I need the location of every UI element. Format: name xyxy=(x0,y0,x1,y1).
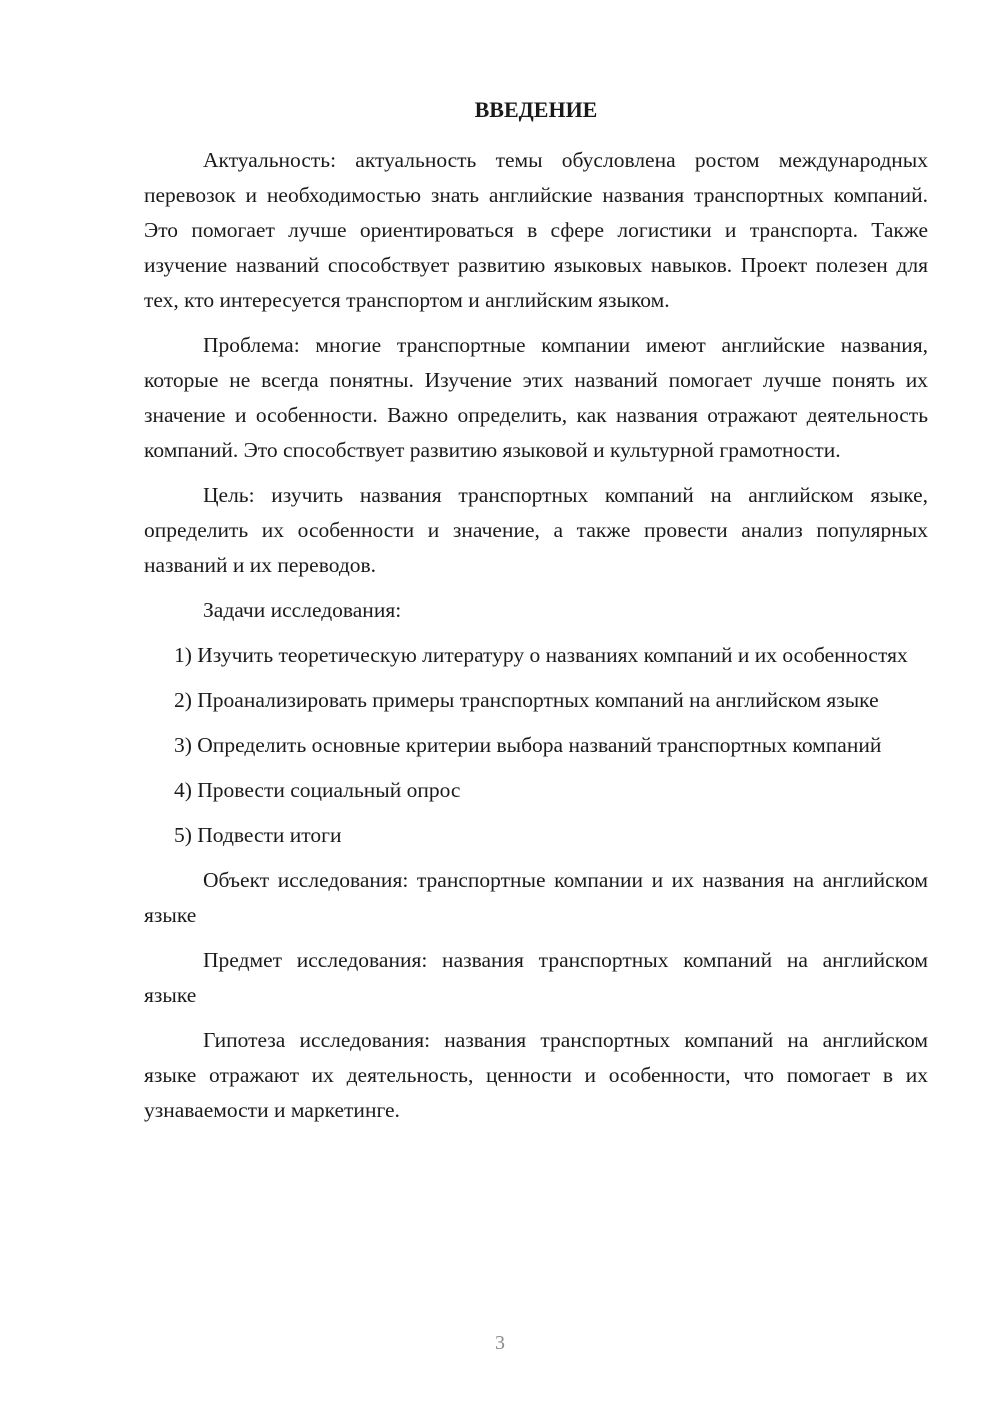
paragraph-goal: Цель: изучить названия транспортных компаний на английском языке, определить их особенности и значение, а также провести анализ популярных названий и их переводов. xyxy=(144,483,928,577)
list-item: 3) Определить основные критерии выбора названий транспортных компаний xyxy=(174,733,882,757)
paragraph-problem: Проблема: многие транспортные компании имеют английские названия, которые не всегда понятны. Изучение этих названий помогает лучше понять их значение и особенности. Важно определить, как названия отражают деятельность компаний. Это способствует развитию языковой и культурной грамотности. xyxy=(144,333,928,462)
tasks-heading: Задачи исследования: xyxy=(203,598,402,622)
paragraph-hypothesis: Гипотеза исследования: названия транспортных компаний на английском языке отражают их деятельность, ценности и особенности, что помогает в их узнаваемости и маркетинге. xyxy=(144,1028,928,1122)
page-title: ВВЕДЕНИЕ xyxy=(474,97,598,122)
list-item: 2) Проанализировать примеры транспортных компаний на английском языке xyxy=(174,688,879,712)
list-item: 4) Провести социальный опрос xyxy=(174,778,461,802)
list-item: 5) Подвести итоги xyxy=(174,823,342,847)
paragraph-subject: Предмет исследования: названия транспортных компаний на английском языке xyxy=(144,948,928,1007)
paragraph-object: Объект исследования: транспортные компании и их названия на английском языке xyxy=(144,868,928,927)
list-item: 1) Изучить теоретическую литературу о названиях компаний и их особенностях xyxy=(174,643,908,667)
paragraph-relevance: Актуальность: актуальность темы обусловлена ростом международных перевозок и необходимостью знать английские названия транспортных компаний. Это помогает лучше ориентироваться в сфере логистики и транспорта. Также изучение названий способствует развитию языковых навыков. Проект полезен для тех, кто интересуется транспортом и английским языком. xyxy=(144,148,928,312)
page-number: 3 xyxy=(495,1332,505,1354)
document-page xyxy=(144,95,928,1138)
